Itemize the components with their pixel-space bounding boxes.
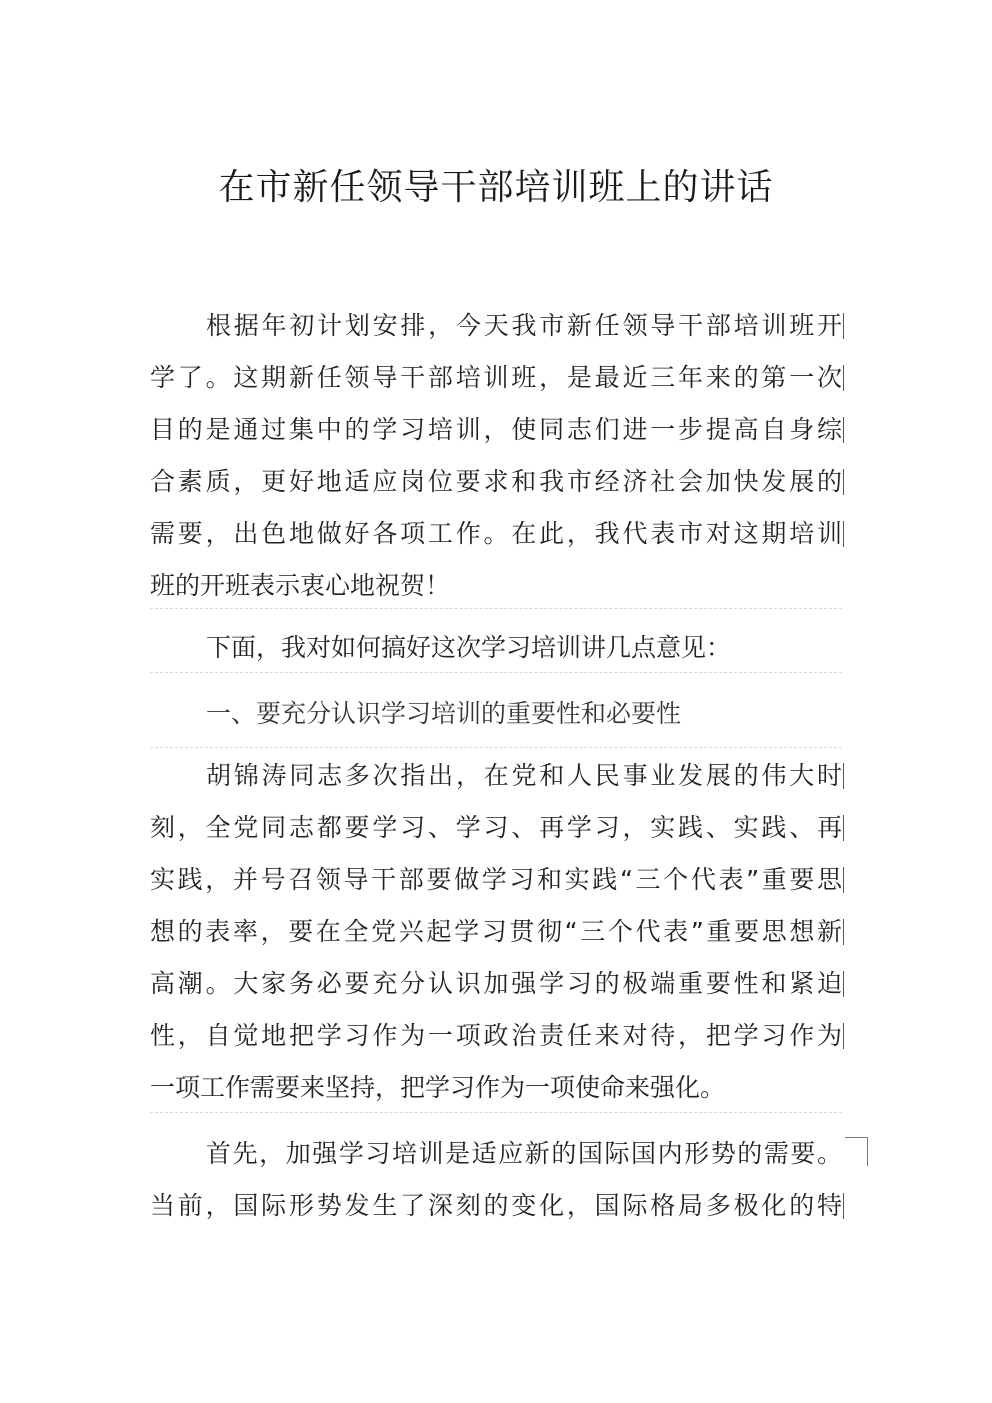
line-end-marker xyxy=(843,867,844,893)
paragraph-line: 根据年初计划安排，今天我市新任领导干部培训班开 xyxy=(206,311,842,340)
line-end-marker xyxy=(843,417,844,443)
line-end-marker xyxy=(843,469,844,495)
paragraph-line: 刻，全党同志都要学习、学习、再学习，实践、实践、再 xyxy=(150,813,842,842)
line-end-marker xyxy=(843,971,844,997)
line-end-marker xyxy=(843,919,844,945)
paragraph-divider xyxy=(150,608,842,609)
paragraph-line: 高潮。大家务必要充分认识加强学习的极端重要性和紧迫 xyxy=(150,969,842,998)
paragraph-line: 想的表率，要在全党兴起学习贯彻“三个代表”重要思想新 xyxy=(150,917,842,946)
paragraph-divider xyxy=(150,672,842,673)
line-end-marker xyxy=(843,313,844,339)
line-end-marker xyxy=(843,521,844,547)
paragraph-line: 班的开班表示衷心地祝贺！ xyxy=(150,571,451,600)
paragraph-divider xyxy=(150,747,842,748)
paragraph-line: 性，自觉地把学习作为一项政治责任来对待，把学习作为 xyxy=(150,1021,842,1050)
line-end-marker xyxy=(843,1023,844,1049)
paragraph-line: 学了。这期新任领导干部培训班，是最近三年来的第一次 xyxy=(150,363,842,392)
paragraph-line: 首先，加强学习培训是适应新的国际国内形势的需要。 xyxy=(206,1139,842,1168)
paragraph-line: 需要，出色地做好各项工作。在此，我代表市对这期培训 xyxy=(150,519,842,548)
paragraph-line: 实践，并号召领导干部要做学习和实践“三个代表”重要思 xyxy=(150,865,842,894)
paragraph-line: 下面，我对如何搞好这次学习培训讲几点意见： xyxy=(206,633,732,662)
paragraph-line: 一项工作需要来坚持，把学习作为一项使命来强化。 xyxy=(150,1073,726,1102)
margin-corner-mark xyxy=(845,1137,868,1166)
paragraph-line: 目的是通过集中的学习培训，使同志们进一步提高自身综 xyxy=(150,415,842,444)
line-end-marker xyxy=(843,365,844,391)
section-heading: 一、要充分认识学习培训的重要性和必要性 xyxy=(206,699,682,728)
document-title: 在市新任领导干部培训班上的讲话 xyxy=(218,167,774,208)
line-end-marker xyxy=(843,1193,844,1219)
paragraph-line: 合素质，更好地适应岗位要求和我市经济社会加快发展的 xyxy=(150,467,842,496)
paragraph-line: 胡锦涛同志多次指出，在党和人民事业发展的伟大时 xyxy=(206,761,842,790)
line-end-marker xyxy=(843,763,844,789)
paragraph-divider xyxy=(150,1112,842,1113)
paragraph-line: 当前，国际形势发生了深刻的变化，国际格局多极化的特 xyxy=(150,1191,842,1220)
line-end-marker xyxy=(843,815,844,841)
